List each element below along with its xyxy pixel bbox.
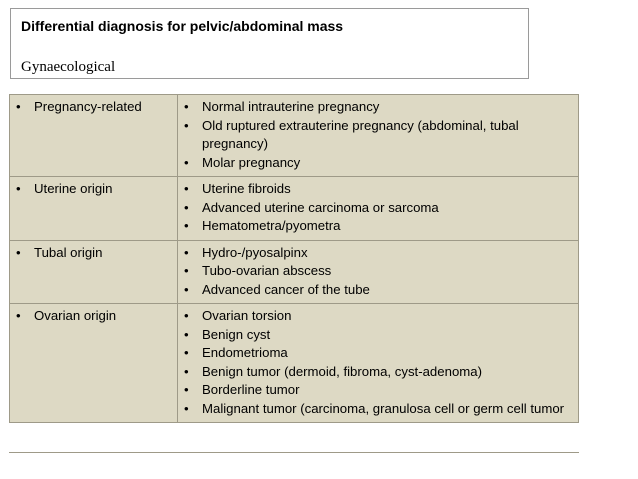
bottom-divider: [9, 452, 579, 453]
category-label: • Tubal origin: [16, 244, 171, 263]
table-row: [10, 95, 579, 177]
list-item: • Old ruptured extrauterine pregnancy (abdominal, tubal pregnancy): [184, 117, 572, 154]
category-cell: [10, 304, 178, 423]
list-item: • Endometrioma: [184, 344, 572, 363]
list-item: • Hematometra/pyometra: [184, 217, 572, 236]
items-cell: [178, 240, 579, 304]
list-item: • Uterine fibroids: [184, 180, 572, 199]
page-title: Differential diagnosis for pelvic/abdominal mass: [21, 18, 344, 34]
category-cell: [10, 95, 178, 177]
list-item: • Advanced uterine carcinoma or sarcoma: [184, 199, 572, 218]
list-item: • Molar pregnancy: [184, 154, 572, 173]
differential-diagnosis-table: [9, 94, 579, 423]
category-cell: [10, 240, 178, 304]
table-row: [10, 177, 579, 241]
list-item: • Normal intrauterine pregnancy: [184, 98, 572, 117]
items-cell: [178, 177, 579, 241]
list-item: • Tubo-ovarian abscess: [184, 262, 572, 281]
category-label: • Pregnancy-related: [16, 98, 171, 117]
category-label: • Ovarian origin: [16, 307, 171, 326]
list-item: • Advanced cancer of the tube: [184, 281, 572, 300]
category-cell: [10, 177, 178, 241]
items-cell: [178, 95, 579, 177]
list-item: • Malignant tumor (carcinoma, granulosa cell or germ cell tumor: [184, 400, 572, 419]
table-row: [10, 240, 579, 304]
section-subtitle: Gynaecological: [21, 59, 116, 75]
list-item: • Benign tumor (dermoid, fibroma, cyst-adenoma): [184, 363, 572, 382]
title-box: [10, 8, 529, 79]
list-item: • Borderline tumor: [184, 381, 572, 400]
category-label: • Uterine origin: [16, 180, 171, 199]
list-item: • Benign cyst: [184, 326, 572, 345]
list-item: • Ovarian torsion: [184, 307, 572, 326]
list-item: • Hydro-/pyosalpinx: [184, 244, 572, 263]
items-cell: [178, 304, 579, 423]
table-row: [10, 304, 579, 423]
